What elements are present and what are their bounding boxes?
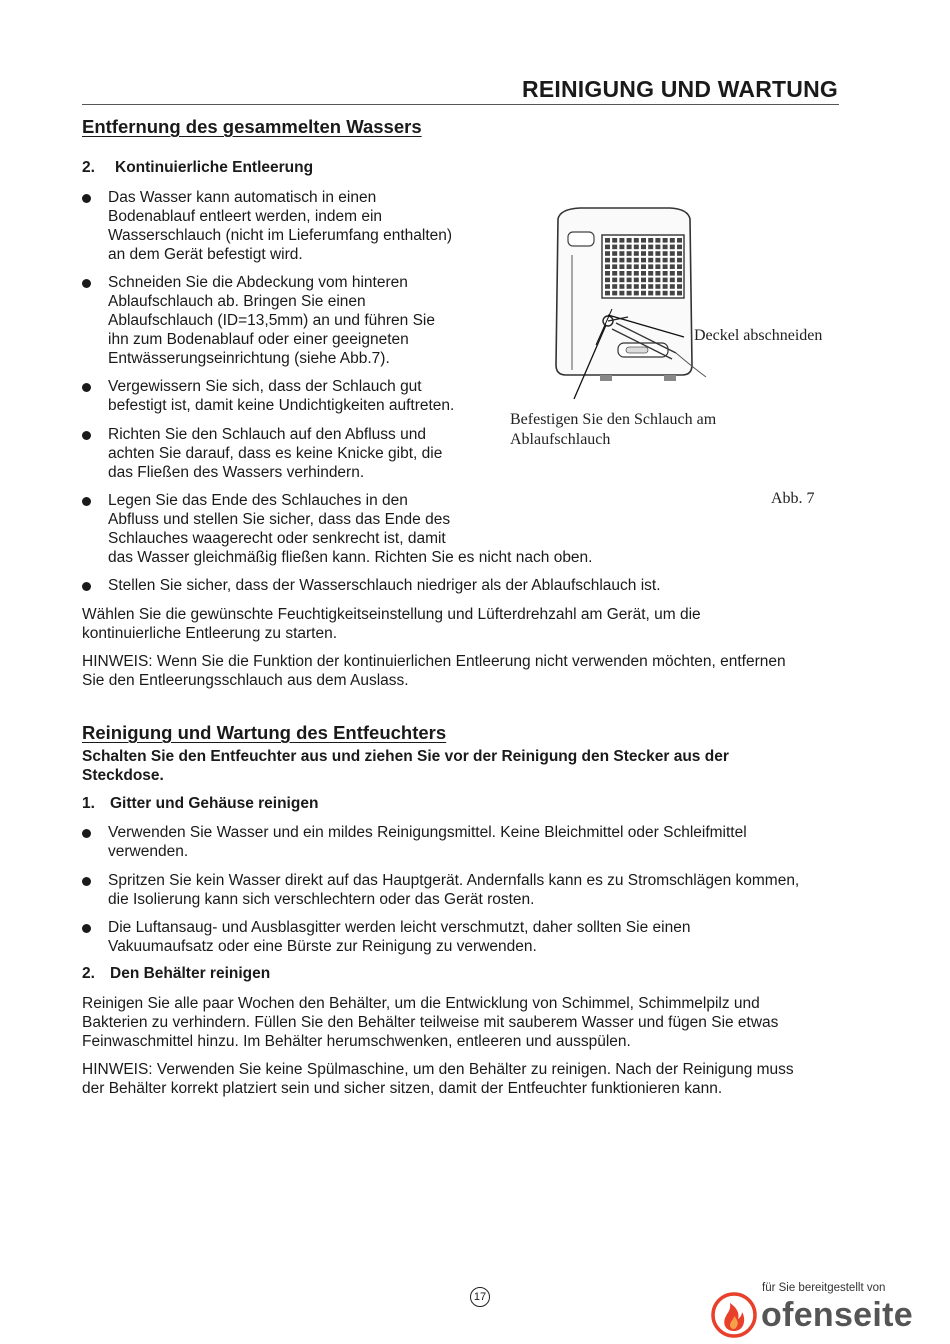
grille-cell [605,284,610,289]
grille-cell [619,245,624,250]
subsection-heading-continuous-drain [82,159,313,177]
text-line: das Fließen des Wassers verhindern. [108,464,365,481]
grille-cell [619,238,624,243]
grille-cell [627,258,632,263]
paragraph-instruction [82,605,852,643]
grille-cell [648,271,653,276]
grille-cell [648,284,653,289]
grille-cell [641,258,646,263]
grille-cell [677,284,682,289]
text-line: Verwenden Sie Wasser und ein mildes Reinigungsmittel. Keine Bleichmittel oder Schleifmittel [108,824,747,841]
list-item [82,576,842,596]
grille-cell [634,245,639,250]
text-line: achten Sie darauf, dass es keine Knicke gibt, die [108,445,443,462]
bullet-icon [82,279,91,288]
grille-cell [612,291,617,296]
grille-cell [641,238,646,243]
text-line: Legen Sie das Ende des Schlauches in den [108,492,408,509]
text-line: Wasserschlauch (nicht im Lieferumfang enthalten) [108,227,453,244]
paragraph-container-cleaning [82,994,862,1051]
text-line: HINWEIS: Wenn Sie die Funktion der kontinuierlichen Entleerung nicht verwenden möchten, entfernen [82,653,786,670]
text-line: Feinwaschmittel hinzu. Im Behälter herumschwenken, entleeren und ausspülen. [82,1033,631,1050]
grille-cell [648,258,653,263]
grille-cell [634,251,639,256]
grille-cell [605,278,610,283]
text-line: Steckdose. [82,767,164,784]
text-line: Spritzen Sie kein Wasser direkt auf das Hauptgerät. Andernfalls kann es zu Stromschlägen kommen, [108,872,800,889]
grille-cell [670,245,675,250]
grille-cell [619,264,624,269]
text-line: die Isolierung kann sich verschlechtern oder das Gerät rosten. [108,891,535,908]
bullet-icon [82,497,91,506]
grille-cell [605,291,610,296]
grille-cell [641,264,646,269]
text-line: Die Luftansaug- und Ausblasgitter werden leicht verschmutzt, daher sollten Sie einen [108,919,691,936]
subsection-heading-grille [82,795,318,813]
grille-cell [605,251,610,256]
grille-cell [670,258,675,263]
grille-cell [634,264,639,269]
text-line: Bodenablauf entleert werden, indem ein [108,208,383,225]
grille-cell [619,284,624,289]
figure-caption: Abb. 7 [771,490,815,507]
text-line: das Wasser gleichmäßig fließen kann. Richten Sie es nicht nach oben. [108,549,593,566]
bullet-icon [82,829,91,838]
grille-cell [627,238,632,243]
bullet-icon [82,431,91,440]
grille-cell [655,278,660,283]
bullet-icon [82,924,91,933]
grille-cell [655,291,660,296]
grille-cell [663,251,668,256]
text-line: Wählen Sie die gewünschte Feuchtigkeitseinstellung und Lüfterdrehzahl am Gerät, um die [82,606,701,623]
list-item [82,273,502,369]
grille-cell [648,264,653,269]
grille-cell [627,271,632,276]
grille-cell [655,271,660,276]
grille-cell [634,291,639,296]
grille-cell [634,238,639,243]
subsection-number: 2. [82,965,95,982]
grille-cell [619,258,624,263]
grille-cell [663,271,668,276]
grille-cell [605,238,610,243]
grille-cell [670,291,675,296]
figure-label-cut-cover: Deckel abschneiden [694,327,823,344]
grille-cell [641,284,646,289]
subsection-heading-container [82,965,270,983]
subsection-number: 1. [82,795,95,812]
grille-cell [605,264,610,269]
grille-cell [663,284,668,289]
grille-cell [619,278,624,283]
figure-label-attach-hose [510,410,716,450]
grille-cell [670,284,675,289]
grille-cell [634,284,639,289]
grille-cell [677,264,682,269]
text-line: Abfluss und stellen Sie sicher, dass das Ende des [108,511,451,528]
grille-cell [619,271,624,276]
grille-cell [648,245,653,250]
grille-cell [612,245,617,250]
grille-cell [655,245,660,250]
grille-cell [663,245,668,250]
subsection-title: Den Behälter reinigen [110,965,271,982]
brand-name: ofenseite [761,1296,913,1334]
grille-cell [612,284,617,289]
text-line: Schlauches waagerecht oder senkrecht ist, damit [108,530,446,547]
grille-cell [663,291,668,296]
text-line: Entwässerungseinrichtung (siehe Abb.7). [108,350,390,367]
text-line: Schalten Sie den Entfeuchter aus und ziehen Sie vor der Reinigung den Stecker aus der [82,748,729,765]
header-divider [82,104,839,105]
grille-cell [663,278,668,283]
grille-cell [655,258,660,263]
grille-cell [627,291,632,296]
list-item [82,823,852,863]
text-line: verwenden. [108,843,189,860]
grille-cell [655,251,660,256]
grille-cell [619,291,624,296]
grille-cell [627,284,632,289]
grille-cell [670,251,675,256]
grille-cell [612,271,617,276]
section-title-cleaning: Reinigung und Wartung des Entfeuchters [82,722,447,743]
grille-cell [627,278,632,283]
grille-cell [663,264,668,269]
grille-cell [655,264,660,269]
grille-cell [677,291,682,296]
grille-cell [677,238,682,243]
subsection-number: 2. [82,159,95,176]
grille-cell [663,258,668,263]
grille-cell [648,251,653,256]
grille-cell [670,271,675,276]
text-line: an dem Gerät befestigt wird. [108,246,303,263]
flame-logo-icon [710,1291,758,1339]
grille-cell [605,271,610,276]
grille-cell [612,264,617,269]
grille-cell [677,245,682,250]
dehumidifier-back-illustration [500,205,740,400]
list-item [82,491,782,569]
list-item [82,377,502,417]
grille-cell [612,238,617,243]
page-number: 17 [470,1287,490,1307]
grille-cell [605,258,610,263]
grille-cell [655,238,660,243]
grille-cell [677,278,682,283]
grille-cell [627,264,632,269]
grille-cell [641,278,646,283]
grille-cell [648,238,653,243]
grille-cell [677,258,682,263]
grille-cell [612,251,617,256]
text-line: Befestigen Sie den Schlauch am [510,411,717,428]
list-item [82,425,502,483]
grille-cell [634,258,639,263]
text-line: Ablaufschlauch [510,431,611,448]
list-item [82,918,852,958]
text-line: Vakuumaufsatz oder eine Bürste zur Reinigung zu verwenden. [108,938,537,955]
grille-cell [670,278,675,283]
text-line: befestigt ist, damit keine Undichtigkeiten auftreten. [108,397,455,414]
grille-cell [641,245,646,250]
text-line: Reinigen Sie alle paar Wochen den Behälter, um die Entwicklung von Schimmel, Schimmelpilz und [82,995,760,1012]
bullet-icon [82,383,91,392]
grille-cell [619,251,624,256]
section-title-water-removal: Entfernung des gesammelten Wassers [82,116,422,137]
grille-cell [677,271,682,276]
grille-cell [612,258,617,263]
note-paragraph [82,1060,862,1098]
grille-cell [634,278,639,283]
text-line: Schneiden Sie die Abdeckung vom hinteren [108,274,408,291]
grille-cell [627,245,632,250]
subsection-title: Kontinuierliche Entleerung [115,159,314,176]
grille-cell [655,284,660,289]
credit-text: für Sie bereitgestellt von [762,1282,886,1294]
grille-cell [641,251,646,256]
text-line: Das Wasser kann automatisch in einen [108,189,377,206]
text-line: der Behälter korrekt platziert sein und sicher sitzen, damit der Entfeuchter funktionieren kann. [82,1080,723,1097]
grille-cell [634,271,639,276]
bullet-icon [82,582,91,591]
subsection-title: Gitter und Gehäuse reinigen [110,795,319,812]
page-header-title: REINIGUNG UND WARTUNG [522,76,838,102]
text-line: Bakterien zu verhindern. Füllen Sie den Behälter teilweise mit sauberem Wasser und fügen Sie etwas [82,1014,779,1031]
grille-cell [605,245,610,250]
grille-cell [670,238,675,243]
text-line: Sie den Entleerungsschlauch aus dem Auslass. [82,672,409,689]
text-line: Stellen Sie sicher, dass der Wasserschlauch niedriger als der Ablaufschlauch ist. [108,577,661,594]
grille-cell [670,264,675,269]
text-line: Vergewissern Sie sich, dass der Schlauch gut [108,378,422,395]
text-line: Ablaufschlauch ab. Bringen Sie einen [108,293,366,310]
bullet-icon [82,877,91,886]
text-line: Ablaufschlauch (ID=13,5mm) an und führen Sie [108,312,435,329]
list-item [82,871,857,911]
text-line: Richten Sie den Schlauch auf den Abfluss und [108,426,426,443]
note-paragraph [82,652,852,690]
grille-cell [612,278,617,283]
text-line: ihn zum Bodenablauf oder einer geeigneten [108,331,409,348]
grille-cell [648,278,653,283]
list-item [82,188,502,266]
grille-cell [663,238,668,243]
grille-cell [627,251,632,256]
bullet-icon [82,194,91,203]
grille-cell [677,251,682,256]
warning-paragraph [82,747,862,785]
grille-cell [641,291,646,296]
text-line: kontinuierliche Entleerung zu starten. [82,625,338,642]
grille-cell [641,271,646,276]
grille-cell [648,291,653,296]
text-line: HINWEIS: Verwenden Sie keine Spülmaschine, um den Behälter zu reinigen. Nach der Reinigung muss [82,1061,794,1078]
